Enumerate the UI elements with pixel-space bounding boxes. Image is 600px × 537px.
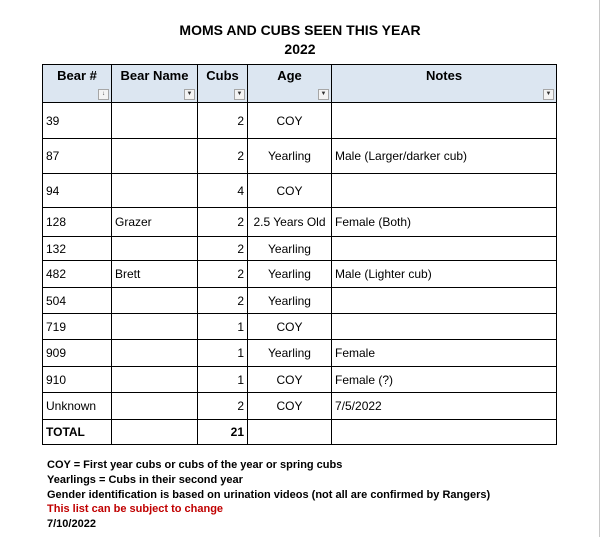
filter-dropdown-icon[interactable]: ▼ — [543, 89, 554, 100]
age-cell[interactable]: COY — [248, 103, 332, 139]
bears-table — [42, 64, 557, 445]
cubs-cell[interactable]: 4 — [198, 174, 248, 208]
cubs-cell[interactable]: 1 — [198, 367, 248, 393]
sort-filter-icon[interactable]: ↓ — [98, 89, 109, 100]
table-row — [43, 174, 557, 208]
notes-cell[interactable] — [332, 288, 557, 314]
cubs-cell[interactable]: 2 — [198, 103, 248, 139]
age-cell[interactable]: Yearling — [248, 288, 332, 314]
bear-number-cell[interactable]: 909 — [43, 340, 112, 367]
bear-name-cell[interactable]: Grazer — [112, 208, 198, 237]
bear-number-cell[interactable]: 482 — [43, 261, 112, 288]
header-label: Notes — [425, 68, 463, 83]
table-row — [43, 139, 557, 174]
bear-name-cell[interactable] — [112, 174, 198, 208]
table-row — [43, 261, 557, 288]
table-row — [43, 288, 557, 314]
total-row — [43, 420, 557, 445]
cubs-cell[interactable]: 2 — [198, 261, 248, 288]
bear-name-cell[interactable] — [112, 288, 198, 314]
age-cell[interactable]: Yearling — [248, 237, 332, 261]
bear-number-cell[interactable]: 910 — [43, 367, 112, 393]
notes-cell[interactable] — [332, 314, 557, 340]
bear-number-cell[interactable]: 39 — [43, 103, 112, 139]
notes-cell[interactable]: Male (Lighter cub) — [332, 261, 557, 288]
age-cell[interactable]: Yearling — [248, 139, 332, 174]
coy-definition: COY = First year cubs or cubs of the year or spring cubs — [47, 459, 343, 471]
header-label: Age — [277, 68, 302, 83]
filter-dropdown-icon[interactable]: ▼ — [184, 89, 195, 100]
notes-cell[interactable] — [332, 103, 557, 139]
header-age — [248, 65, 332, 103]
empty-cell[interactable] — [248, 420, 332, 445]
bear-name-cell[interactable] — [112, 367, 198, 393]
cubs-cell[interactable]: 2 — [198, 208, 248, 237]
age-cell[interactable]: Yearling — [248, 261, 332, 288]
header-cubs — [198, 65, 248, 103]
bear-name-cell[interactable] — [112, 103, 198, 139]
total-label-cell[interactable]: TOTAL — [43, 420, 112, 445]
notes-cell[interactable]: 7/5/2022 — [332, 393, 557, 420]
footnotes — [47, 458, 490, 532]
header-bear-name — [112, 65, 198, 103]
age-cell[interactable]: Yearling — [248, 340, 332, 367]
notes-cell[interactable]: Female (Both) — [332, 208, 557, 237]
page-title: MOMS AND CUBS SEEN THIS YEAR — [179, 22, 421, 38]
bear-number-cell[interactable]: 504 — [43, 288, 112, 314]
cubs-cell[interactable]: 2 — [198, 288, 248, 314]
bear-number-cell[interactable]: 128 — [43, 208, 112, 237]
notes-cell[interactable]: Male (Larger/darker cub) — [332, 139, 557, 174]
notes-cell[interactable]: Female (?) — [332, 367, 557, 393]
table-row — [43, 340, 557, 367]
age-cell[interactable]: COY — [248, 174, 332, 208]
bear-number-cell[interactable]: 719 — [43, 314, 112, 340]
bear-name-cell[interactable]: Brett — [112, 261, 198, 288]
bear-name-cell[interactable] — [112, 314, 198, 340]
bear-number-cell[interactable]: Unknown — [43, 393, 112, 420]
bear-number-cell[interactable]: 87 — [43, 139, 112, 174]
table-row — [43, 314, 557, 340]
age-cell[interactable]: COY — [248, 367, 332, 393]
bear-name-cell[interactable] — [112, 237, 198, 261]
bear-name-cell[interactable] — [112, 393, 198, 420]
cubs-cell[interactable]: 2 — [198, 393, 248, 420]
notes-cell[interactable] — [332, 174, 557, 208]
cubs-cell[interactable]: 2 — [198, 139, 248, 174]
gender-note: Gender identification is based on urination videos (not all are confirmed by Rangers) — [47, 488, 491, 501]
yearling-definition: Yearlings = Cubs in their second year — [47, 473, 243, 486]
total-cubs-cell[interactable]: 21 — [198, 420, 248, 445]
age-cell[interactable]: 2.5 Years Old — [248, 208, 332, 237]
change-warning: This list can be subject to change — [47, 503, 224, 516]
header-label: Cubs — [206, 68, 239, 83]
header-label: Bear Name — [120, 68, 189, 83]
cubs-cell[interactable]: 2 — [198, 237, 248, 261]
table-row — [43, 103, 557, 139]
age-cell[interactable]: COY — [248, 393, 332, 420]
table-row — [43, 393, 557, 420]
notes-cell[interactable] — [332, 237, 557, 261]
bear-number-cell[interactable]: 132 — [43, 237, 112, 261]
header-row — [43, 65, 557, 103]
bear-name-cell[interactable] — [112, 139, 198, 174]
empty-cell[interactable] — [332, 420, 557, 445]
bear-number-cell[interactable]: 94 — [43, 174, 112, 208]
page-subtitle-year: 2022 — [284, 41, 316, 57]
notes-cell[interactable]: Female — [332, 340, 557, 367]
table-row — [43, 208, 557, 237]
cubs-cell[interactable]: 1 — [198, 340, 248, 367]
list-date: 7/10/2022 — [47, 518, 96, 531]
empty-cell[interactable] — [112, 420, 198, 445]
bear-name-cell[interactable] — [112, 340, 198, 367]
filter-dropdown-icon[interactable]: ▼ — [318, 89, 329, 100]
table-row — [43, 237, 557, 261]
cubs-cell[interactable]: 1 — [198, 314, 248, 340]
age-cell[interactable]: COY — [248, 314, 332, 340]
header-notes — [332, 65, 557, 103]
header-label: Bear # — [57, 68, 97, 83]
filter-dropdown-icon[interactable]: ▼ — [234, 89, 245, 100]
table-row — [43, 367, 557, 393]
header-bear-number — [43, 65, 112, 103]
